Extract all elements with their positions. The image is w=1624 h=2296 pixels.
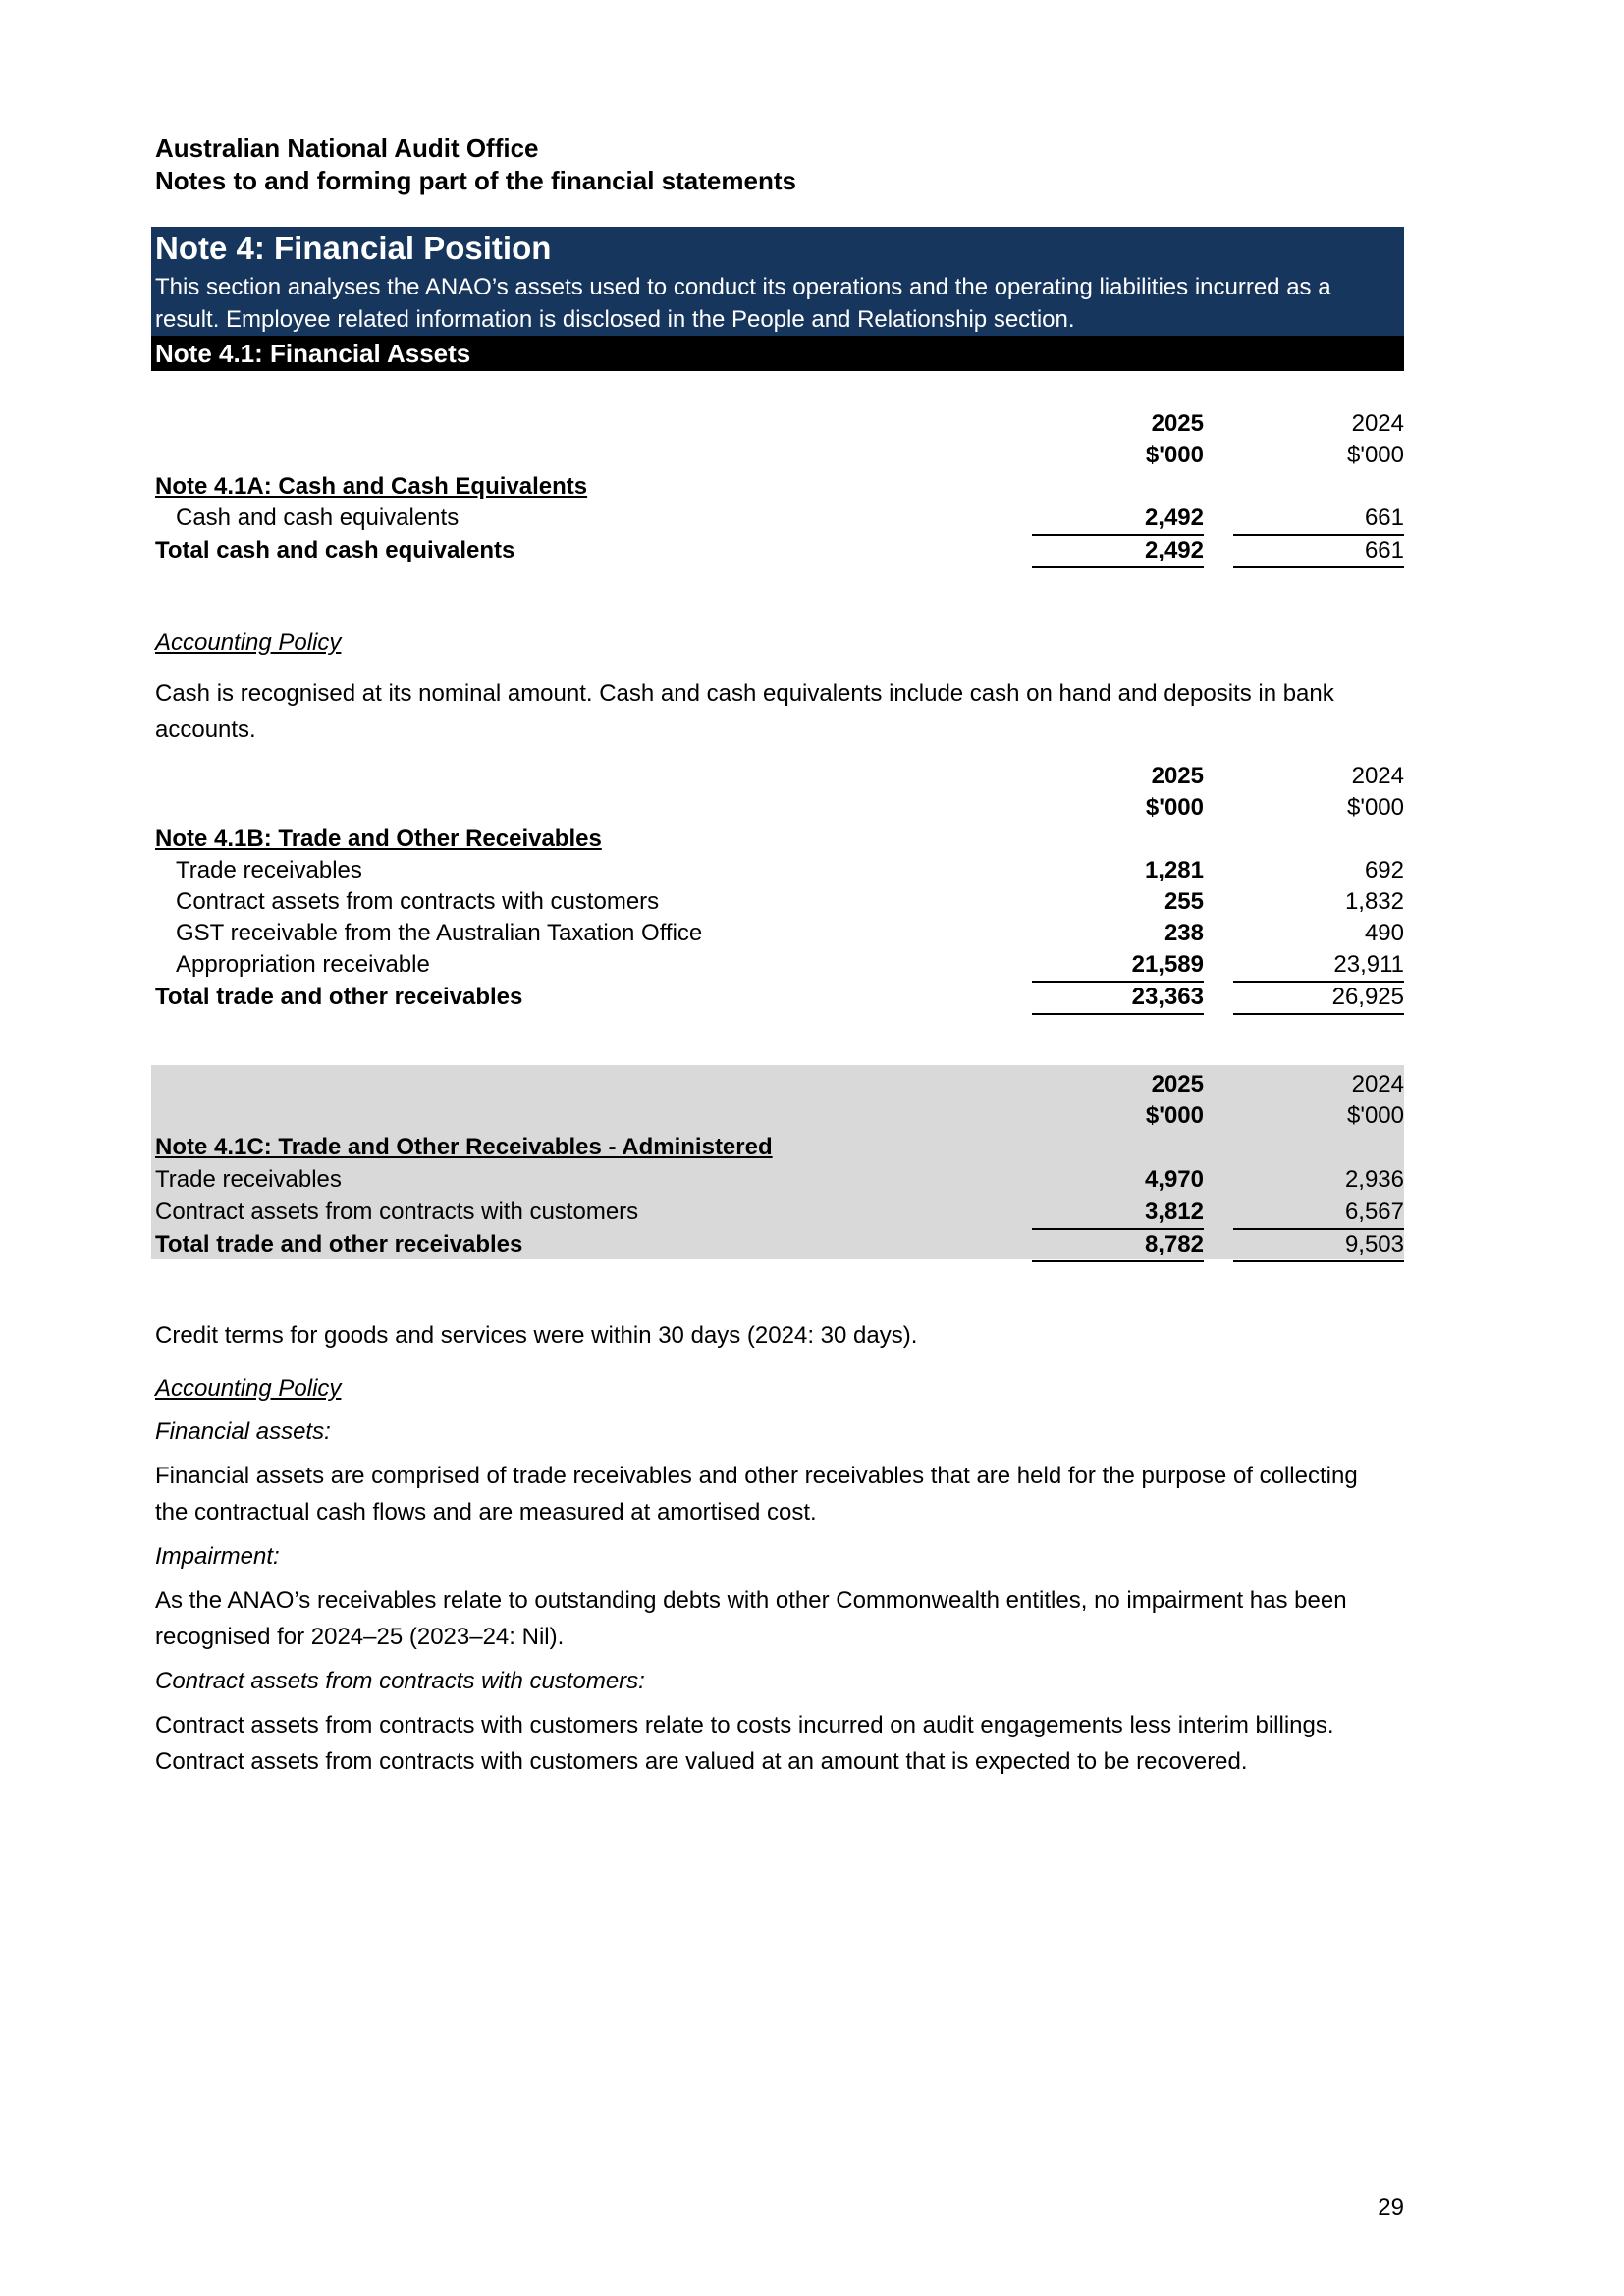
total-value-2025: 8,782 [1032,1229,1204,1262]
credit-terms-text: Credit terms for goods and services were within 30 days (2024: 30 days). [155,1322,918,1349]
table-row [155,1197,1404,1228]
table-row [155,1164,1404,1196]
table-row [155,949,1404,981]
table-a-unit-row [155,440,1404,471]
total-label: Total cash and cash equivalents [155,537,515,563]
row-value-2024: 1,832 [1344,888,1404,915]
page-number: 29 [1378,2194,1404,2220]
total-value-2025: 2,492 [1032,535,1204,568]
contract-assets-line-2: Contract assets from contracts with customers are valued at an amount that is expected to be recovered. [155,1748,1248,1775]
accounting-policy-heading: Accounting Policy [155,1375,342,1402]
year-prior: 2024 [1351,763,1404,789]
table-row [155,918,1404,949]
table-b-title-text: Note 4.1B: Trade and Other Receivables [155,826,602,852]
table-a-title-text: Note 4.1A: Cash and Cash Equivalents [155,473,588,500]
row-value-2025: 255 [1164,888,1204,915]
table-c-title-text: Note 4.1C: Trade and Other Receivables - Administered [155,1134,773,1160]
unit-prior: $'000 [1347,794,1404,821]
financial-assets-line-2: the contractual cash flows and are measured at amortised cost. [155,1499,817,1525]
total-value-2024: 9,503 [1233,1229,1404,1262]
impairment-line-2: recognised for 2024–25 (2023–24: Nil). [155,1624,565,1650]
row-value-2024: 490 [1364,920,1404,946]
row-label: Appropriation receivable [176,951,430,978]
row-value-2025: 21,589 [1032,949,1204,983]
row-label: Contract assets from contracts with customers [155,1199,639,1225]
table-a-total-row [155,535,1404,566]
row-label: Trade receivables [155,1166,342,1193]
contract-assets-line-1: Contract assets from contracts with customers relate to costs incurred on audit engagements less interim billings. [155,1712,1334,1738]
table-c-total-row [155,1229,1404,1260]
financial-assets-heading: Financial assets: [155,1418,331,1445]
table-c-unit-row [155,1100,1404,1132]
total-value-2024: 661 [1233,535,1404,568]
year-current: 2025 [1151,410,1204,437]
note-description-line-1: This section analyses the ANAO’s assets used to conduct its operations and the operating liabilities incurred as a [155,274,1331,300]
table-a-title [155,471,1404,503]
row-value-2024: 692 [1364,857,1404,883]
row-value-2025: 1,281 [1144,857,1204,883]
row-value-2025: 238 [1164,920,1204,946]
table-row [155,886,1404,918]
total-value-2024: 26,925 [1233,982,1404,1015]
policy-text-line-2: accounts. [155,717,256,743]
table-b-total-row [155,982,1404,1013]
total-label: Total trade and other receivables [155,984,523,1010]
row-value-2025: 4,970 [1144,1166,1204,1193]
table-c-year-row [155,1069,1404,1100]
table-row [155,503,1404,534]
unit-current: $'000 [1145,1102,1204,1129]
note-title: Note 4: Financial Position [155,230,552,266]
year-current: 2025 [1151,1071,1204,1097]
table-c-title [155,1132,1404,1163]
financial-assets-line-1: Financial assets are comprised of trade receivables and other receivables that are held for the purpose of collecting [155,1463,1358,1489]
subnote-heading: Note 4.1: Financial Assets [151,336,1404,371]
impairment-heading: Impairment: [155,1543,280,1570]
year-current: 2025 [1151,763,1204,789]
note-description-line-2: result. Employee related information is disclosed in the People and Relationship section. [155,306,1075,333]
org-name: Australian National Audit Office [155,133,539,163]
document-subtitle: Notes to and forming part of the financial statements [155,166,796,195]
table-b-title [155,824,1404,855]
year-prior: 2024 [1351,410,1404,437]
table-a-year-row [155,408,1404,440]
table-row [155,855,1404,886]
unit-prior: $'000 [1347,1102,1404,1129]
row-label: GST receivable from the Australian Taxation Office [176,920,703,946]
unit-current: $'000 [1145,442,1204,468]
year-prior: 2024 [1351,1071,1404,1097]
row-label: Trade receivables [176,857,362,883]
table-b-unit-row [155,792,1404,824]
total-label: Total trade and other receivables [155,1231,523,1257]
row-label: Cash and cash equivalents [176,505,460,531]
row-label: Contract assets from contracts with customers [176,888,660,915]
impairment-line-1: As the ANAO’s receivables relate to outstanding debts with other Commonwealth entitles, no impairment has been [155,1587,1347,1614]
total-value-2025: 23,363 [1032,982,1204,1015]
contract-assets-heading: Contract assets from contracts with customers: [155,1668,645,1694]
policy-text-line-1: Cash is recognised at its nominal amount. Cash and cash equivalents include cash on hand and deposits in bank [155,680,1334,707]
row-value-2024: 6,567 [1233,1197,1404,1230]
row-value-2025: 2,492 [1032,503,1204,536]
unit-prior: $'000 [1347,442,1404,468]
row-value-2024: 23,911 [1233,949,1404,983]
note-banner [151,227,1404,336]
unit-current: $'000 [1145,794,1204,821]
row-value-2024: 661 [1233,503,1404,536]
row-value-2025: 3,812 [1032,1197,1204,1230]
accounting-policy-heading: Accounting Policy [155,629,342,656]
table-b-year-row [155,761,1404,792]
row-value-2024: 2,936 [1344,1166,1404,1193]
